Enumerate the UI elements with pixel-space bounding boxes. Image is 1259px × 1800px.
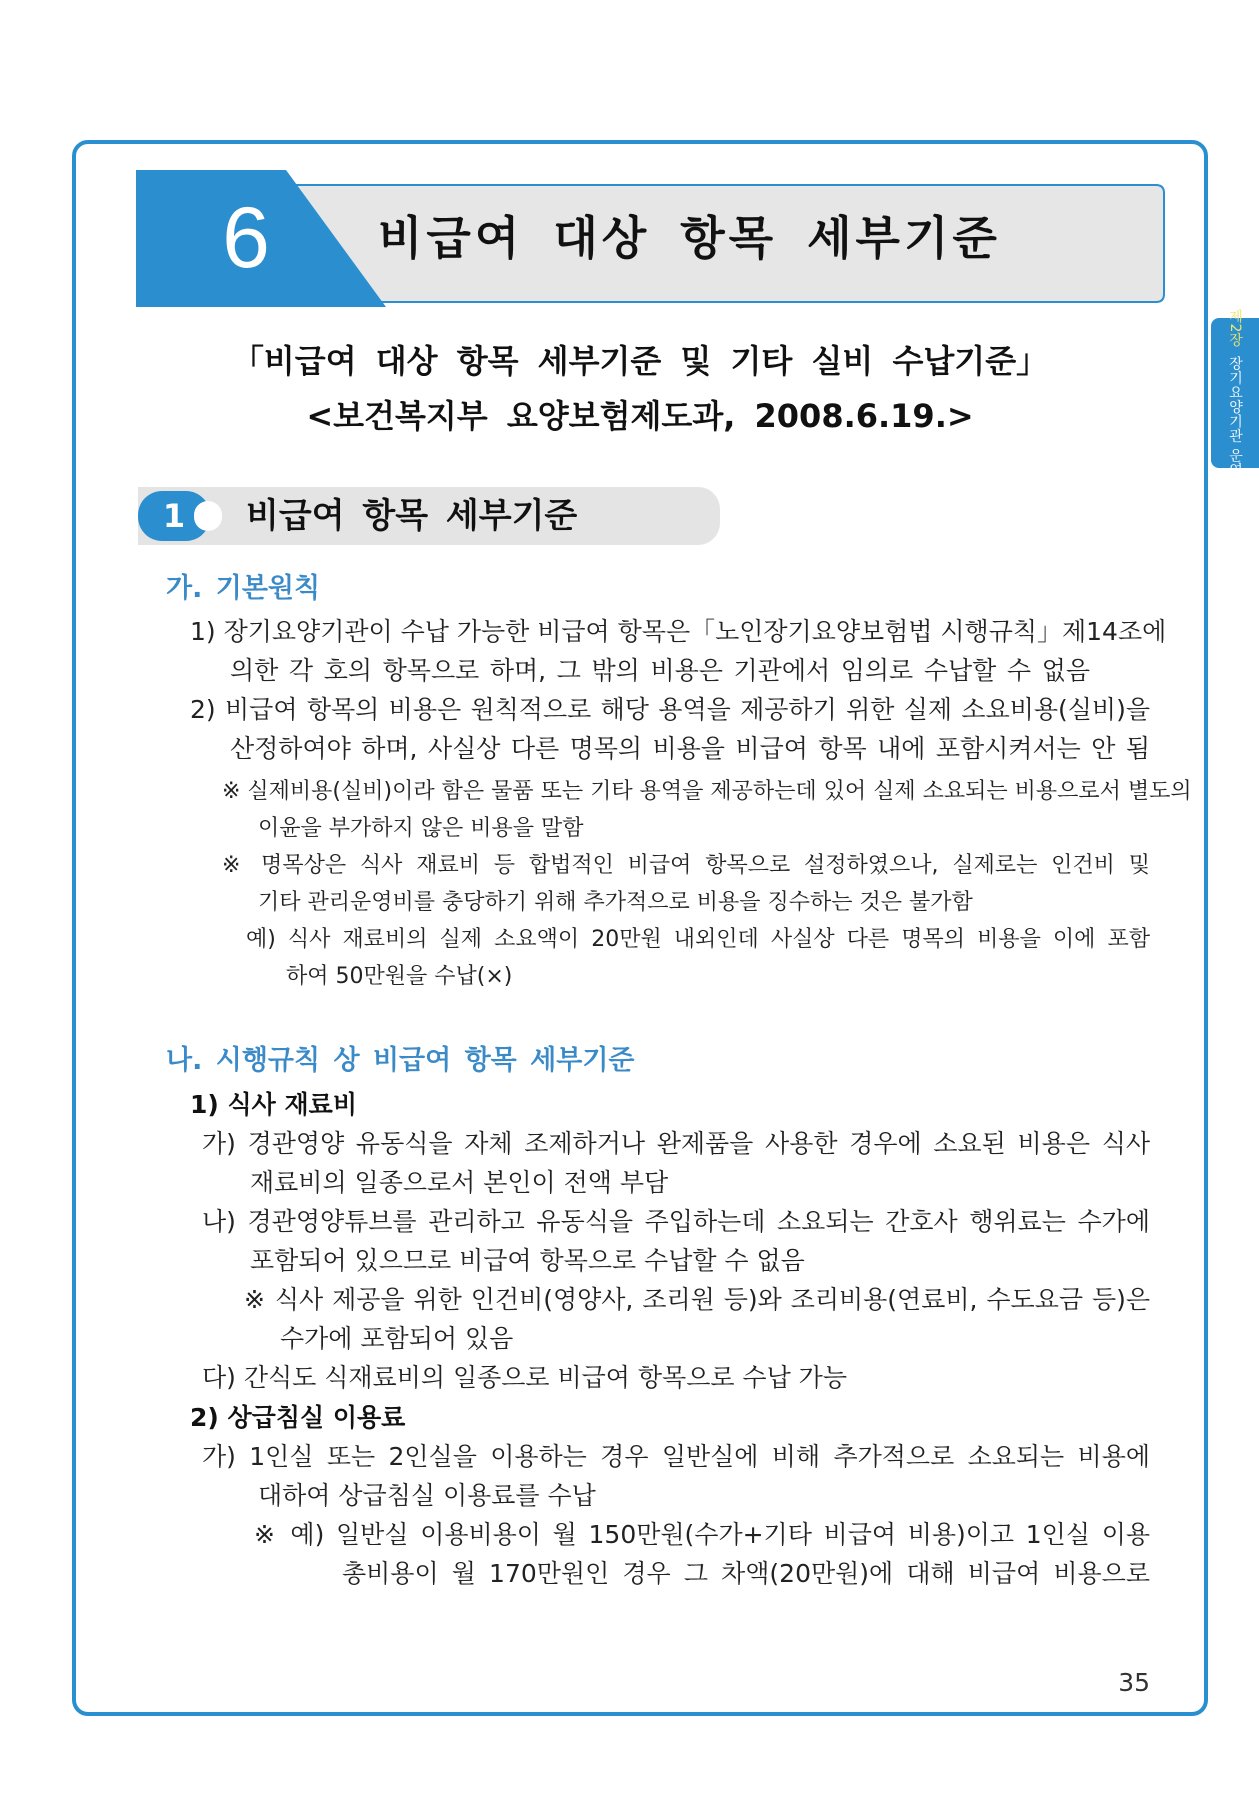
text-line: 대하여 상급침실 이용료를 수납 [258,1481,596,1510]
note-line: 하여 50만원을 수납(×) [286,964,513,989]
text-line: 가) 경관영양 유동식을 자체 조제하거나 완제품을 사용한 경우에 소요된 비용은 식사 [202,1129,1150,1158]
text-line: 산정하여야 하며, 사실상 다른 명목의 비용을 비급여 항목 내에 포함시켜서는 안 됨 [230,734,1150,763]
text-line: 포함되어 있으므로 비급여 항목으로 수납할 수 없음 [250,1246,805,1275]
note-line: 예) 식사 재료비의 실제 소요액이 20만원 내외인데 사실상 다른 명목의 비용을 이에 포함 [246,927,1150,952]
item-1-title: 1) 식사 재료비 [190,1090,357,1119]
text-line: 재료비의 일종으로서 본인이 전액 부담 [250,1168,669,1197]
chapter-title: 비급여 대상 항목 세부기준 [378,211,1001,265]
section-title: 비급여 항목 세부기준 [246,496,578,536]
part-a-heading: 가. 기본원칙 [166,573,321,604]
text-line: 수가에 포함되어 있음 [280,1324,514,1353]
text-line: ※ 예) 일반실 이용비용이 월 150만원(수가+기타 비급여 비용)이고 1인실 이용 [254,1520,1150,1549]
side-tab-label: 장기요양기관 운영 [1227,356,1243,478]
page-number: 35 [1118,1668,1150,1697]
text-line: 나) 경관영양튜브를 관리하고 유동식을 주입하는데 소요되는 간호사 행위료는 수가에 [202,1207,1150,1236]
section-number-badge: 1 [138,491,210,541]
text-line: 2) 비급여 항목의 비용은 원칙적으로 해당 용역을 제공하기 위한 실제 소요비용(실비)을 [190,695,1150,724]
note-line: 이윤을 부가하지 않은 비용을 말함 [258,816,584,841]
part-b-heading: 나. 시행규칙 상 비급여 항목 세부기준 [166,1045,635,1076]
text-line: 총비용이 월 170만원인 경우 그 차액(20만원)에 대해 비급여 비용으로 [342,1559,1150,1588]
item-2-title: 2) 상급침실 이용료 [190,1403,406,1432]
subtitle-line-1: 「비급여 대상 항목 세부기준 및 기타 실비 수납기준」 [231,342,1049,380]
side-tab-chapter: 제2장 [1227,308,1243,348]
chapter-number: 6 [222,190,270,286]
text-line: 가) 1인실 또는 2인실을 이용하는 경우 일반실에 비해 추가적으로 소요되는 비용에 [202,1442,1150,1471]
chapter-side-tab [1211,308,1259,478]
note-line: ※ 실제비용(실비)이라 함은 물품 또는 기타 용역을 제공하는데 있어 실제 소요되는 비용으로서 별도의 [222,779,1192,804]
note-line: ※ 명목상은 식사 재료비 등 합법적인 비급여 항목으로 설정하였으나, 실제로는 인건비 및 [222,853,1150,878]
text-line: 다) 간식도 식재료비의 일종으로 비급여 항목으로 수납 가능 [202,1363,847,1392]
subtitle-line-2: <보건복지부 요양보험제도과, 2008.6.19.> [306,397,974,435]
text-line: 1) 장기요양기관이 수납 가능한 비급여 항목은「노인장기요양보험법 시행규칙」제14조에 [190,617,1167,646]
text-line: ※ 식사 제공을 위한 인건비(영양사, 조리원 등)와 조리비용(연료비, 수도요금 등)은 [244,1285,1150,1314]
section-header [138,487,720,545]
note-line: 기타 관리운영비를 충당하기 위해 추가적으로 비용을 징수하는 것은 불가함 [258,890,973,915]
chapter-banner [136,170,1166,307]
text-line: 의한 각 호의 항목으로 하며, 그 밖의 비용은 기관에서 임의로 수납할 수 없음 [230,656,1090,685]
